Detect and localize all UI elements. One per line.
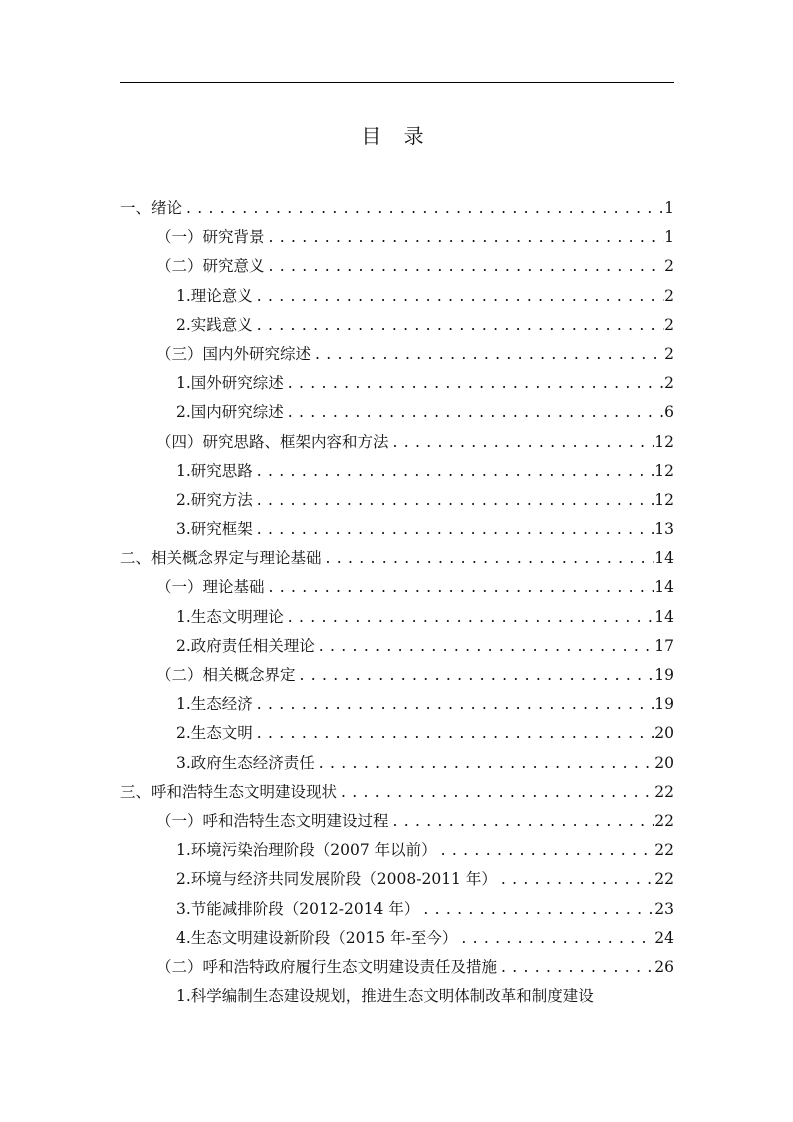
- toc-entry[interactable]: [120, 719, 674, 748]
- toc-entry[interactable]: [120, 340, 674, 369]
- toc-entry-label: 1.研究思路: [176, 461, 253, 480]
- toc-leader-dots: [322, 544, 655, 573]
- toc-entry-label: （二）研究意义: [156, 257, 265, 276]
- toc-entry[interactable]: [120, 865, 674, 894]
- toc-entry-page: 1: [664, 199, 674, 217]
- toc-leader-dots: [437, 836, 655, 865]
- toc-entry-label: 3.研究框架: [176, 520, 253, 539]
- toc-leader-dots: [253, 282, 664, 311]
- toc-entry[interactable]: [120, 223, 674, 252]
- toc-entry-label: 2.实践意义: [176, 315, 253, 334]
- toc-leader-dots: [253, 515, 654, 544]
- toc-entry-page: 17: [654, 636, 674, 655]
- toc-leader-dots: [315, 749, 654, 778]
- toc-entry-page: 14: [654, 578, 674, 597]
- table-of-contents: [120, 194, 674, 1011]
- toc-entry-page: 6: [664, 403, 674, 422]
- toc-entry[interactable]: [120, 369, 674, 398]
- toc-leader-dots: [311, 340, 664, 369]
- toc-leader-dots: [265, 252, 664, 281]
- toc-entry-label: 2.政府责任相关理论: [176, 636, 315, 655]
- toc-entry[interactable]: [120, 632, 674, 661]
- toc-entry[interactable]: [120, 690, 674, 719]
- toc-entry-page: 22: [654, 841, 674, 860]
- toc-entry-page: 2: [664, 286, 674, 305]
- toc-entry[interactable]: [120, 749, 674, 778]
- toc-entry[interactable]: [120, 544, 674, 573]
- toc-entry[interactable]: [120, 982, 674, 1011]
- toc-entry-label: （一）研究背景: [156, 228, 265, 247]
- toc-entry-label: 3.节能减排阶段（2012-2014 年）: [176, 899, 420, 918]
- toc-entry-label: 三、呼和浩特生态文明建设现状: [120, 782, 338, 801]
- toc-leader-dots: [253, 690, 654, 719]
- toc-entry[interactable]: [120, 282, 674, 311]
- toc-entry-page: 22: [654, 811, 674, 830]
- toc-entry[interactable]: [120, 398, 674, 427]
- toc-entry[interactable]: [120, 778, 674, 807]
- toc-leader-dots: [265, 573, 655, 602]
- toc-entry-page: 20: [654, 753, 674, 772]
- toc-leader-dots: [296, 661, 655, 690]
- toc-entry-page: 20: [654, 724, 674, 743]
- toc-entry-page: 12: [654, 461, 674, 480]
- toc-leader-dots: [389, 807, 655, 836]
- toc-entry[interactable]: [120, 428, 674, 457]
- toc-entry[interactable]: [120, 252, 674, 281]
- toc-entry-page: 14: [654, 549, 674, 568]
- toc-entry-label: 2.环境与经济共同发展阶段（2008-2011 年）: [176, 870, 497, 889]
- toc-entry-label: 2.国内研究综述: [176, 403, 284, 422]
- toc-entry[interactable]: [120, 515, 674, 544]
- toc-entry-page: 26: [654, 957, 674, 976]
- toc-leader-dots: [265, 223, 664, 252]
- toc-entry-label: （三）国内外研究综述: [156, 344, 312, 363]
- toc-leader-dots: [182, 194, 664, 223]
- toc-entry-label: 1.环境污染治理阶段（2007 年以前）: [176, 841, 437, 860]
- toc-entry[interactable]: [120, 836, 674, 865]
- toc-leader-dots: [457, 924, 654, 953]
- toc-entry-page: 2: [664, 344, 674, 363]
- toc-leader-dots: [419, 895, 654, 924]
- toc-entry-label: 2.研究方法: [176, 490, 253, 509]
- toc-entry-page: 23: [654, 899, 674, 918]
- toc-entry-page: 19: [654, 666, 674, 684]
- toc-entry[interactable]: [120, 807, 674, 836]
- toc-entry-page: 22: [654, 782, 674, 801]
- toc-leader-dots: [284, 398, 664, 427]
- toc-entry[interactable]: [120, 953, 674, 982]
- toc-entry-label: （二）相关概念界定: [156, 666, 296, 684]
- toc-entry-label: 1.理论意义: [176, 286, 253, 305]
- toc-entry-page: 22: [654, 870, 674, 889]
- toc-entry-label: 二、相关概念界定与理论基础: [120, 549, 322, 568]
- toc-entry-label: 1.生态文明理论: [176, 607, 284, 626]
- toc-entry[interactable]: [120, 603, 674, 632]
- toc-entry-label: （二）呼和浩特政府履行生态文明建设责任及措施: [156, 957, 498, 976]
- toc-leader-dots: [284, 369, 664, 398]
- page-title: 目 录: [361, 124, 432, 148]
- toc-entry-page: 24: [654, 928, 674, 947]
- toc-entry-page: 19: [654, 695, 674, 714]
- header-rule: [120, 82, 674, 83]
- toc-entry-page: 1: [664, 228, 674, 247]
- toc-leader-dots: [315, 632, 654, 661]
- toc-entry-label: 2.生态文明: [176, 724, 253, 743]
- toc-entry-label: 1.国外研究综述: [176, 374, 284, 393]
- toc-entry-page: 2: [664, 315, 674, 334]
- toc-entry-label: （一）理论基础: [156, 578, 265, 597]
- toc-entry[interactable]: [120, 661, 674, 690]
- toc-entry[interactable]: [120, 895, 674, 924]
- toc-entry-page: 2: [664, 374, 674, 393]
- toc-entry-label: （四）研究思路、框架内容和方法: [156, 432, 389, 451]
- toc-entry[interactable]: [120, 486, 674, 515]
- toc-entry[interactable]: [120, 924, 674, 953]
- toc-entry[interactable]: [120, 573, 674, 602]
- toc-entry[interactable]: [120, 311, 674, 340]
- toc-leader-dots: [253, 486, 654, 515]
- toc-leader-dots: [253, 311, 664, 340]
- toc-entry[interactable]: [120, 457, 674, 486]
- toc-entry-page: 14: [654, 607, 674, 626]
- toc-leader-dots: [337, 778, 654, 807]
- toc-entry-page: 13: [654, 520, 674, 539]
- toc-entry-page: 2: [664, 257, 674, 276]
- toc-entry-label: 1.生态经济: [176, 695, 253, 714]
- toc-entry-label: （一）呼和浩特生态文明建设过程: [156, 811, 389, 830]
- toc-leader-dots: [284, 603, 654, 632]
- toc-entry-label: 3.政府生态经济责任: [176, 753, 315, 772]
- toc-leader-dots: [389, 428, 655, 457]
- toc-leader-dots: [497, 953, 654, 982]
- toc-leader-dots: [253, 719, 654, 748]
- toc-leader-dots: [497, 865, 654, 894]
- toc-entry-page: 12: [654, 432, 674, 451]
- toc-entry-label: 4.生态文明建设新阶段（2015 年-至今）: [176, 928, 458, 947]
- toc-leader-dots: [253, 457, 654, 486]
- toc-entry[interactable]: [120, 194, 674, 223]
- toc-entry-page: 12: [654, 490, 674, 509]
- toc-entry-label: 一、绪论: [120, 199, 183, 217]
- toc-entry-label: 1.科学编制生态建设规划，推进生态文明体制改革和制度建设: [176, 987, 594, 1006]
